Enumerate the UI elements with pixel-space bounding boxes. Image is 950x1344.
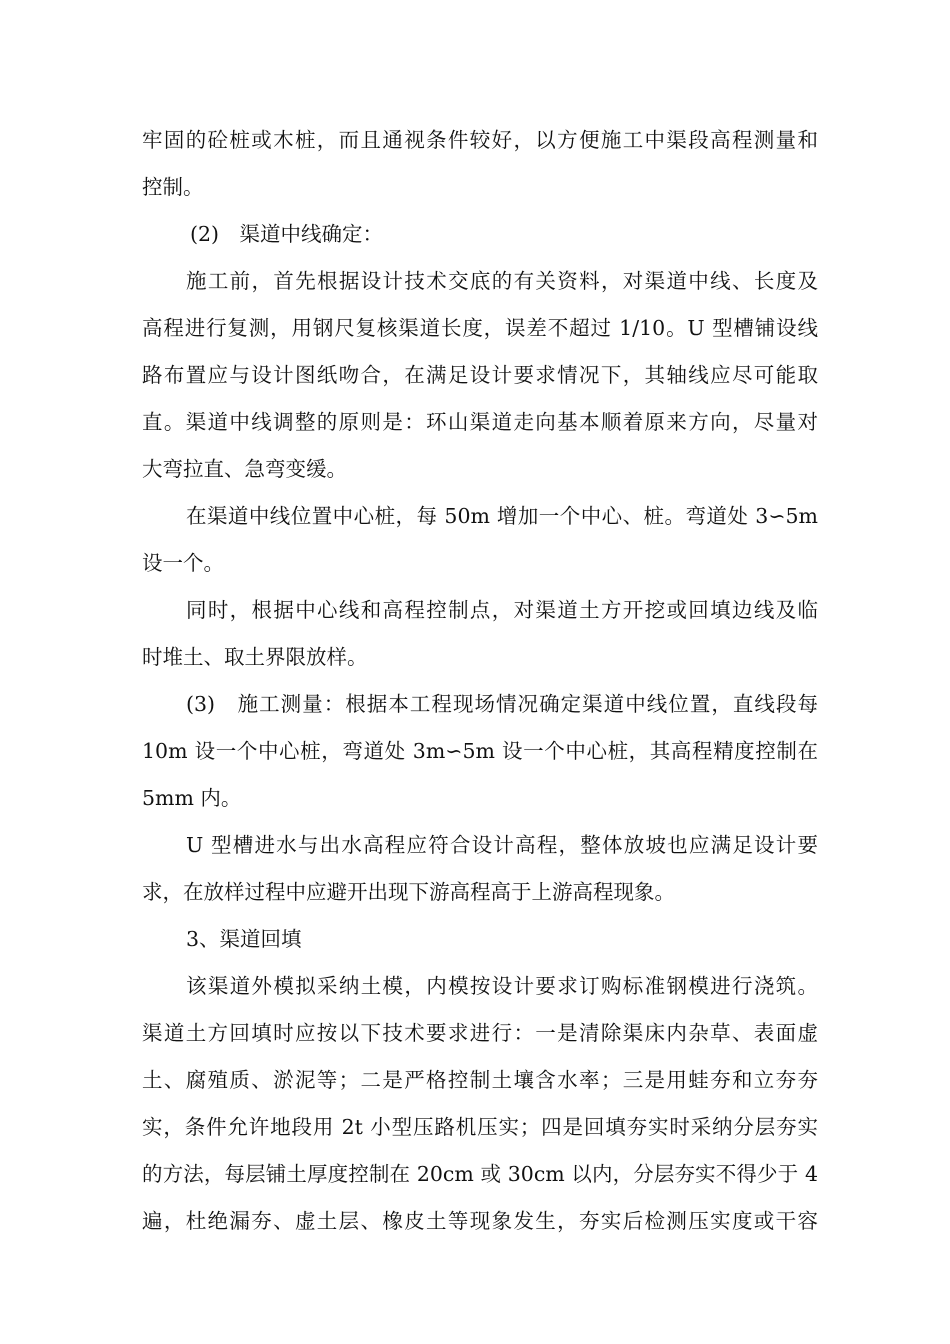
text-line: 10m 设一个中心桩，弯道处 3m∽5m 设一个中心桩，其高程精度控制在 [142,739,818,763]
document-body [142,117,818,1245]
text-line: 渠道土方回填时应按以下技术要求进行：一是清除渠床内杂草、表面虚 [142,1021,818,1045]
text-line: (3) 施工测量：根据本工程现场情况确定渠道中线位置，直线段每 [186,692,818,716]
section-heading: (2) 渠道中线确定： [190,222,384,246]
text-line: 在渠道中线位置中心桩，每 50m 增加一个中心、桩。弯道处 3∽5m [186,504,818,528]
section-heading: 3、渠道回填 [186,927,302,951]
text-line: 路布置应与设计图纸吻合，在满足设计要求情况下，其轴线应尽可能取 [142,363,818,387]
text-line: 时堆土、取土界限放样。 [142,645,368,669]
text-line: 直。渠道中线调整的原则是：环山渠道走向基本顺着原来方向，尽量对 [142,410,818,434]
text-line: 实，条件允许地段用 2t 小型压路机压实；四是回填夯实时采纳分层夯实 [142,1115,818,1139]
text-line: 土、腐殖质、淤泥等；二是严格控制土壤含水率；三是用蛙夯和立夯夯 [142,1068,818,1092]
text-line: 的方法，每层铺土厚度控制在 20cm 或 30cm 以内，分层夯实不得少于 4 [142,1162,818,1186]
text-line: 该渠道外模拟采纳土模，内模按设计要求订购标准钢模进行浇筑。 [186,974,818,998]
text-line: 5mm 内。 [142,786,242,810]
text-line: 牢固的砼桩或木桩，而且通视条件较好，以方便施工中渠段高程测量和 [142,128,818,152]
text-line: 遍，杜绝漏夯、虚土层、橡皮土等现象发生，夯实后检测压实度或干容 [142,1209,818,1233]
text-line: 求，在放样过程中应避开出现下游高程高于上游高程现象。 [142,880,675,904]
text-line: 施工前，首先根据设计技术交底的有关资料，对渠道中线、长度及 [186,269,818,293]
text-line: U 型槽进水与出水高程应符合设计高程，整体放坡也应满足设计要 [186,833,818,857]
text-line: 高程进行复测，用钢尺复核渠道长度，误差不超过 1/10。U 型槽铺设线 [142,316,818,340]
text-line: 控制。 [142,175,204,199]
text-line: 大弯拉直、急弯变缓。 [142,457,347,481]
text-line: 设一个。 [142,551,224,575]
text-line: 同时，根据中心线和高程控制点，对渠道土方开挖或回填边线及临 [186,598,818,622]
